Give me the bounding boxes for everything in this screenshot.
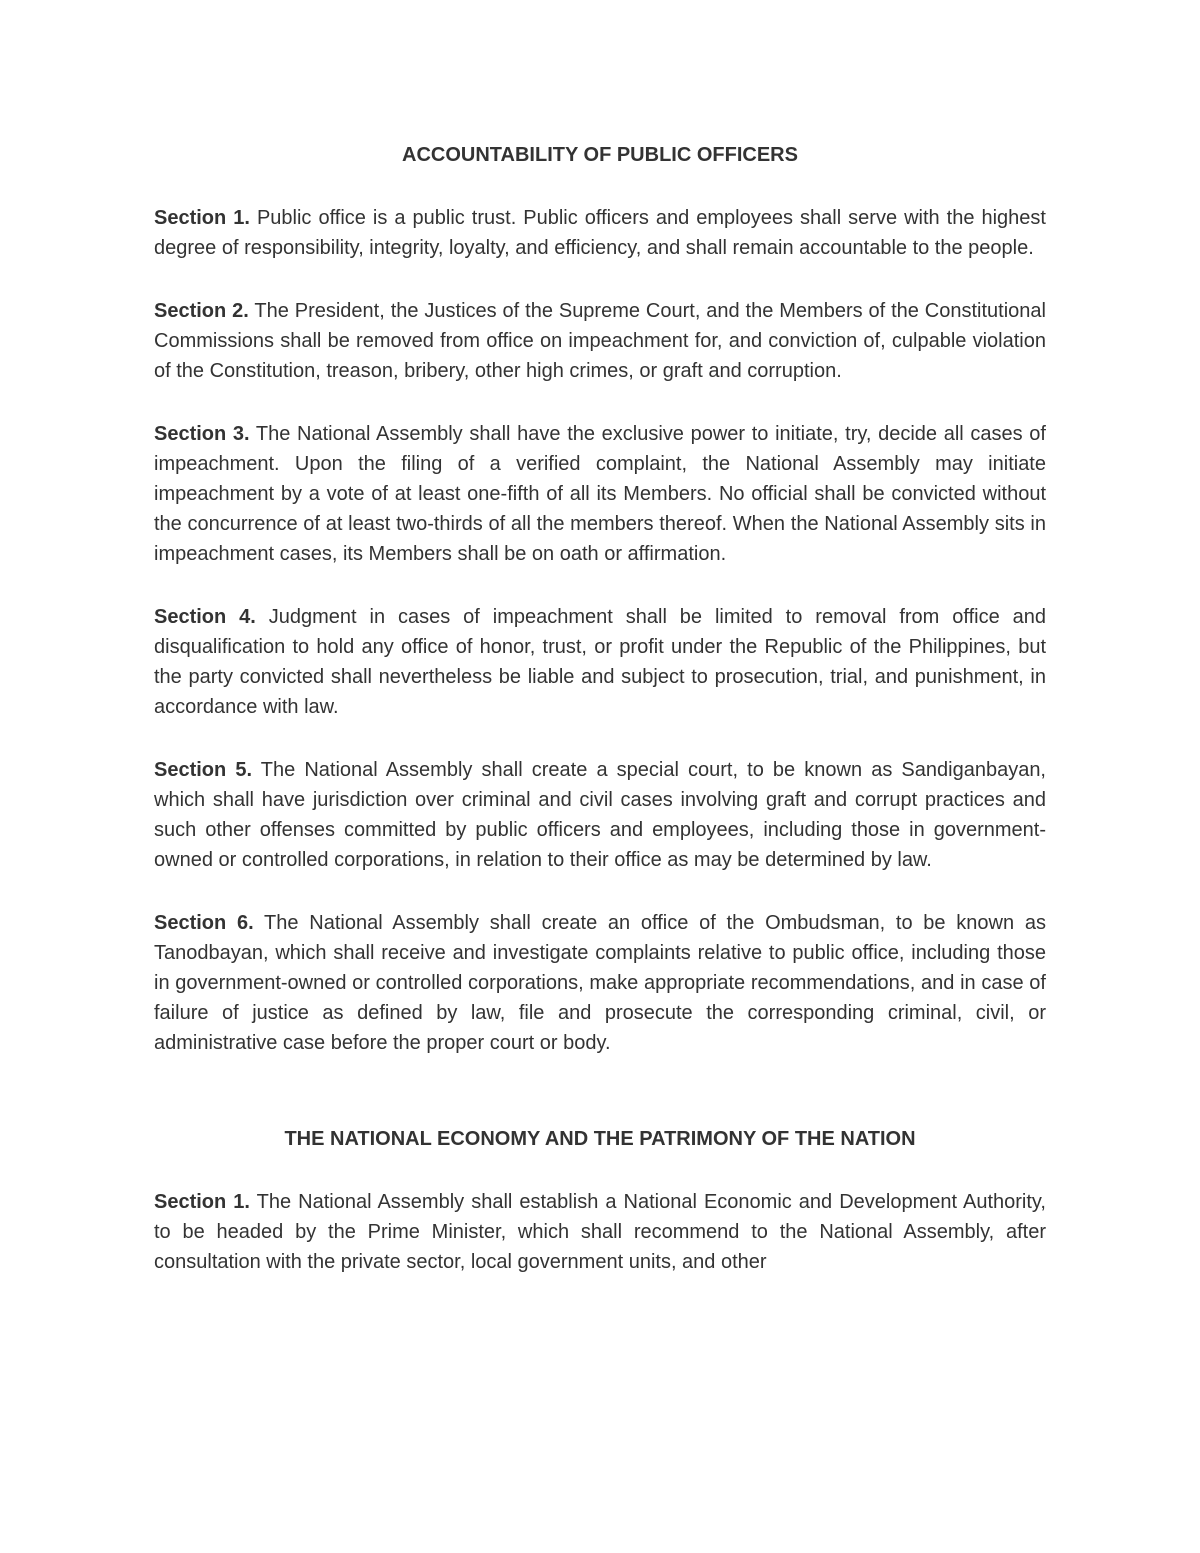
section-paragraph <box>154 908 1046 1058</box>
heading-accountability: ACCOUNTABILITY OF PUBLIC OFFICERS <box>402 144 798 166</box>
section-label: Section 3. <box>154 423 250 445</box>
section-text: The National Assembly shall have the exclusive power to initiate, try, decide all cases of impeachment. Upon the filing of a verified complaint, the National Assembly may initiate impeachment by a vote of at least one-fifth of all its Members. No official shall be convicted without the concurrence of at least two-thirds of all the members thereof. When the National Assembly sits in impeachment cases, its Members shall be on oath or affirmation. <box>154 423 1046 565</box>
section-paragraph <box>154 203 1046 263</box>
section-label: Section 5. <box>154 759 253 781</box>
section-text: The National Assembly shall create an office of the Ombudsman, to be known as Tanodbayan, which shall receive and investigate complaints relative to public office, including those in government-owned or controlled corporations, make appropriate recommendations, and in case of failure of justice as defined by law, file and prosecute the corresponding criminal, civil, or administrative case before the proper court or body. <box>154 912 1046 1054</box>
section-text: The National Assembly shall establish a National Economic and Development Authority, to be headed by the Prime Minister, which shall recommend to the National Assembly, after consultation with the private sector, local government units, and other <box>154 1191 1046 1273</box>
section-paragraph <box>154 755 1046 875</box>
heading-national-economy: THE NATIONAL ECONOMY AND THE PATRIMONY OF THE NATION <box>284 1128 916 1150</box>
document-page <box>154 140 1046 1310</box>
section-paragraph <box>154 419 1046 569</box>
section-spacer <box>154 1091 1046 1124</box>
section-paragraph <box>154 1187 1046 1277</box>
section-paragraph <box>154 602 1046 722</box>
section-text: The President, the Justices of the Supreme Court, and the Members of the Constitutional Commissions shall be removed from office on impeachment for, and conviction of, culpable violation of the Constitution, treason, bribery, other high crimes, or graft and corruption. <box>154 300 1046 382</box>
section-label: Section 4. <box>154 606 256 628</box>
section-label: Section 6. <box>154 912 254 934</box>
section-label: Section 1. <box>154 207 250 229</box>
section-text: The National Assembly shall create a special court, to be known as Sandiganbayan, which shall have jurisdiction over criminal and civil cases involving graft and corrupt practices and such other offenses committed by public officers and employees, including those in government-owned or controlled corporations, in relation to their office as may be determined by law. <box>154 759 1046 871</box>
section-label: Section 2. <box>154 300 249 322</box>
section-text: Judgment in cases of impeachment shall be limited to removal from office and disqualification to hold any office of honor, trust, or profit under the Republic of the Philippines, but the party convicted shall nevertheless be liable and subject to prosecution, trial, and punishment, in accordance with law. <box>154 606 1046 718</box>
section-text: Public office is a public trust. Public officers and employees shall serve with the highest degree of responsibility, integrity, loyalty, and efficiency, and shall remain accountable to the people. <box>154 207 1046 259</box>
section-label: Section 1. <box>154 1191 250 1213</box>
section-paragraph <box>154 296 1046 386</box>
